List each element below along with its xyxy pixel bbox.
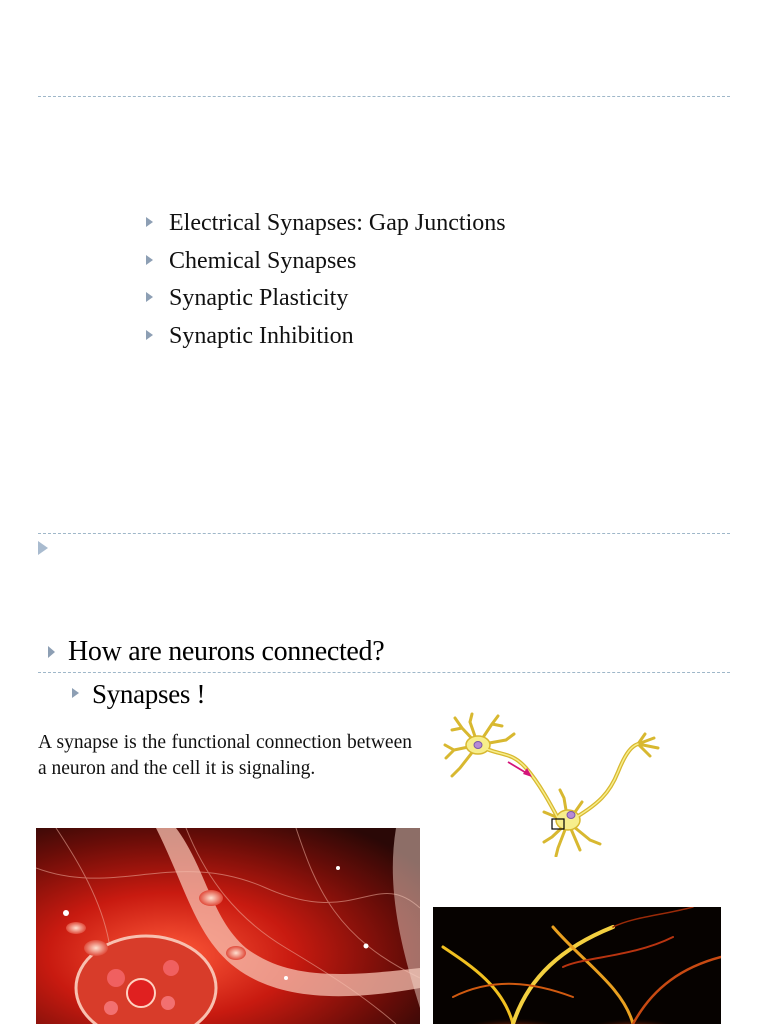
triangle-right-icon	[146, 330, 153, 340]
neuron-photo	[433, 907, 721, 1024]
list-item-label: Synaptic Plasticity	[169, 285, 349, 311]
triangle-right-icon	[72, 688, 79, 698]
list-item-label: Synaptic Inhibition	[169, 322, 354, 349]
slide-heading: How are neurons connected?	[68, 636, 385, 667]
slide-divider	[38, 533, 730, 534]
list-item-label: Electrical Synapses: Gap Junctions	[169, 210, 506, 236]
neuron-diagram	[440, 712, 670, 857]
synapse-definition: A synapse is the functional connection between a neuron and the cell it is signaling.	[38, 732, 412, 779]
triangle-right-icon	[38, 541, 48, 555]
triangle-right-icon	[146, 292, 153, 302]
triangle-right-icon	[146, 255, 153, 265]
heading-divider	[38, 672, 730, 673]
list-item-label: Chemical Synapses	[169, 247, 357, 274]
list-item	[146, 281, 506, 319]
list-item	[146, 319, 506, 357]
list-item	[146, 244, 506, 282]
slide-subheading: Synapses !	[92, 679, 206, 709]
top-divider	[38, 96, 730, 97]
triangle-right-icon	[48, 646, 55, 658]
list-item	[146, 206, 506, 244]
synapse-illustration	[36, 828, 420, 1024]
topic-list	[146, 206, 506, 356]
triangle-right-icon	[146, 217, 153, 227]
